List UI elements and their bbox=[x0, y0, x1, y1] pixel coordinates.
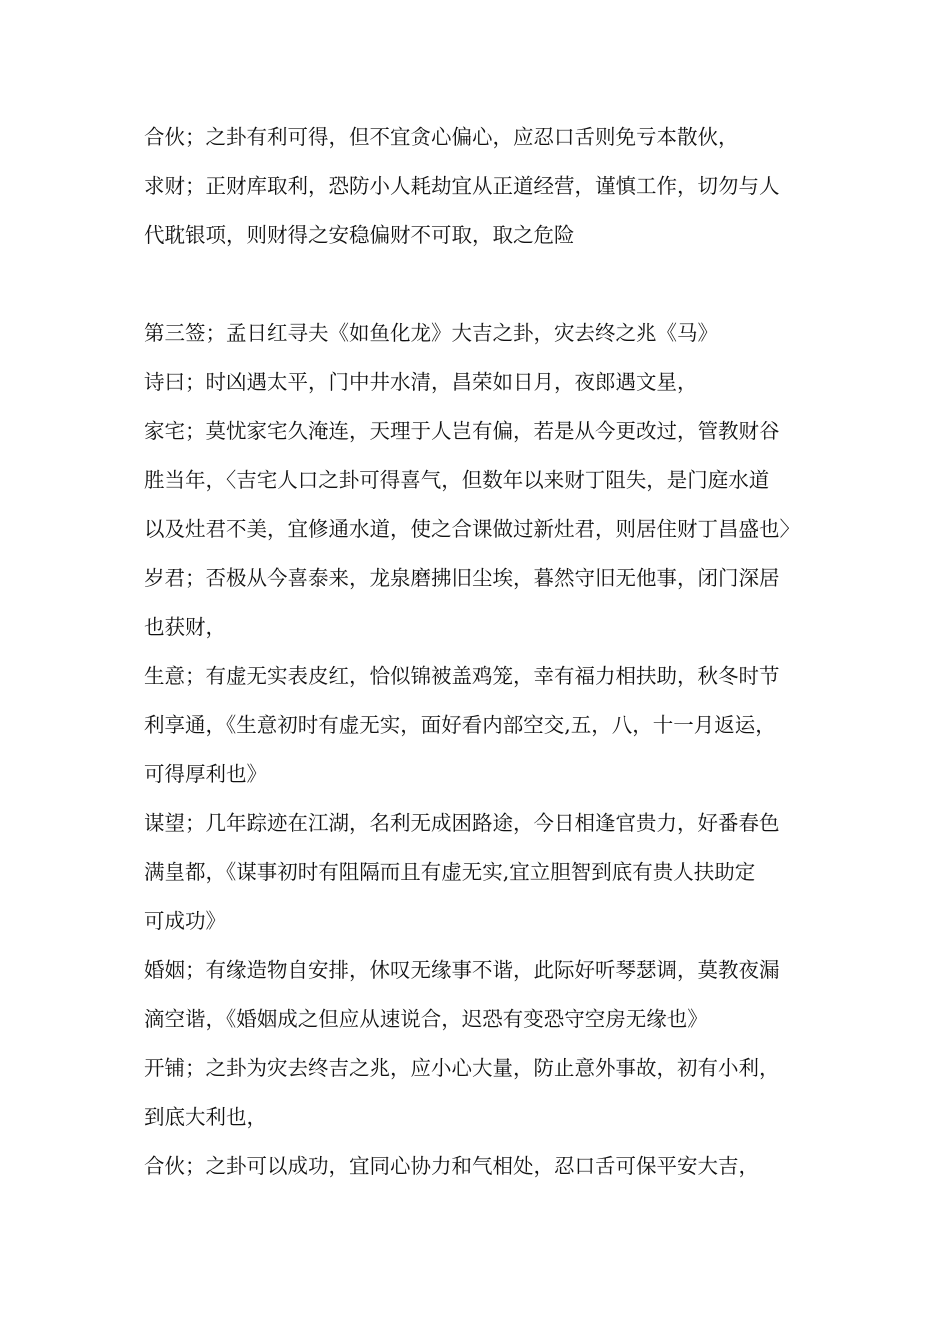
text-line: 诗曰；时凶遇太平，门中井水清，昌荣如日月，夜郎遇文星， bbox=[144, 370, 698, 394]
text-line: 婚姻；有缘造物自安排，休叹无缘事不谐，此际好听琴瑟调，莫教夜漏 bbox=[144, 958, 780, 982]
text-line: 开铺；之卦为灾去终吉之兆，应小心大量，防止意外事故，初有小利， bbox=[144, 1056, 780, 1080]
text-line: 到底大利也， bbox=[144, 1105, 267, 1129]
text-line: 以及灶君不美，宜修通水道，使之合课做过新灶君，则居住财丁昌盛也〉 bbox=[144, 517, 800, 541]
text-block-third-sign bbox=[144, 309, 812, 1191]
text-line: 可得厚利也》 bbox=[144, 762, 267, 786]
text-line: 可成功》 bbox=[144, 909, 226, 933]
text-line: 合伙；之卦有利可得，但不宜贪心偏心，应忍口舌则免亏本散伙， bbox=[144, 125, 739, 149]
text-line: 滴空谐，《婚姻成之但应从速说合，迟恐有变恐守空房无缘也》 bbox=[144, 1007, 708, 1031]
text-line: 也获财， bbox=[144, 615, 226, 639]
text-line: 家宅；莫忧家宅久淹连，天理于人岂有偏，若是从今更改过，管教财谷 bbox=[144, 419, 780, 443]
text-line: 代耽银项，则财得之安稳偏财不可取，取之危险 bbox=[144, 223, 575, 247]
text-line: 满皇都，《谋事初时有阻隔而且有虚无实,宜立胆智到底有贵人扶助定 bbox=[144, 860, 756, 884]
text-line: 谋望；几年踪迹在江湖，名利无成困路途，今日相逢官贵力，好番春色 bbox=[144, 811, 780, 835]
text-block-previous-sign bbox=[144, 113, 812, 260]
text-line: 生意；有虚无实表皮红，恰似锦被盖鸡笼，幸有福力相扶助，秋冬时节 bbox=[144, 664, 780, 688]
text-line: 求财；正财库取利，恐防小人耗劫宜从正道经营，谨慎工作，切勿与人 bbox=[144, 174, 780, 198]
section-heading: 第三签；孟日红寻夫《如鱼化龙》大吉之卦，灾去终之兆《马》 bbox=[144, 321, 718, 345]
text-line: 利享通，《生意初时有虚无实，面好看内部空交,五，八，十一月返运， bbox=[144, 713, 776, 737]
text-line: 胜当年，〈吉宅人口之卦可得喜气，但数年以来财丁阻失，是门庭水道 bbox=[144, 468, 770, 492]
text-line: 岁君；否极从今喜泰来，龙泉磨拂旧尘埃，暮然守旧无他事，闭门深居 bbox=[144, 566, 780, 590]
text-line: 合伙；之卦可以成功，宜同心协力和气相处，忍口舌可保平安大吉， bbox=[144, 1154, 759, 1178]
